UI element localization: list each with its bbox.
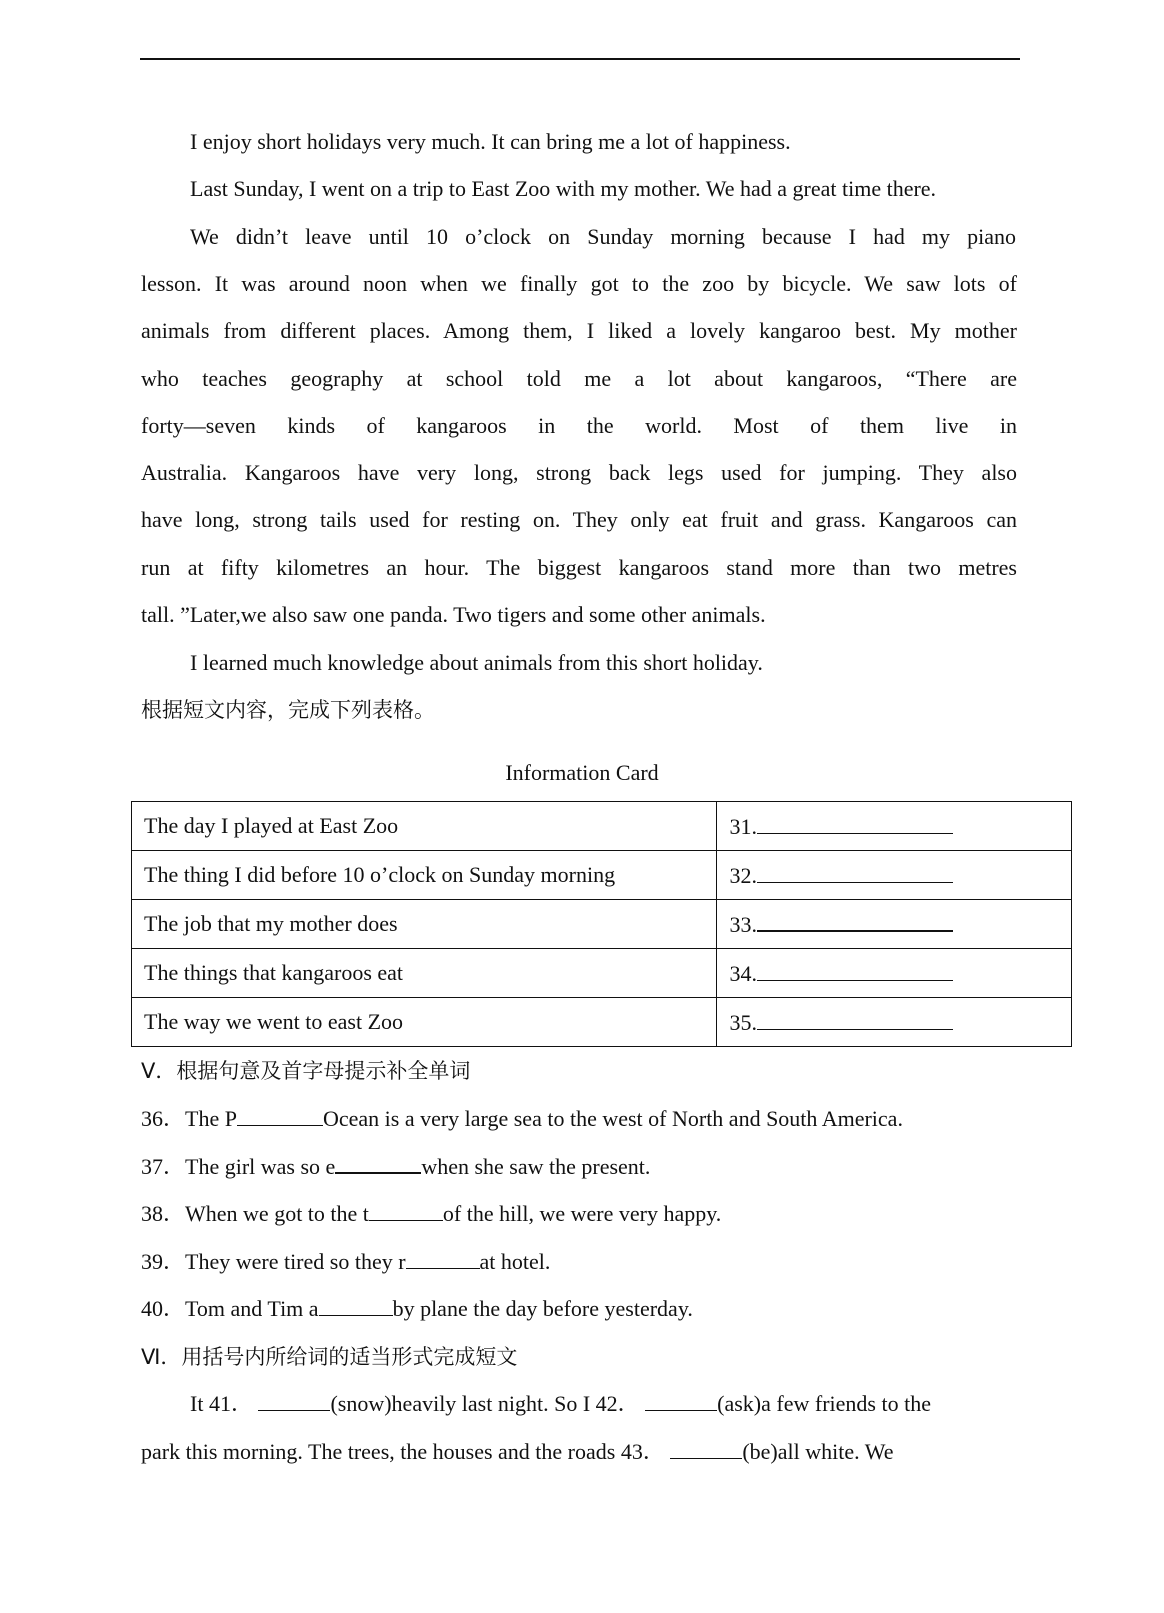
cloze-line-1 [190, 1389, 931, 1419]
passage-paragraph-2: Last Sunday, I went on a trip to East Zoo with my mother. We had a great time there. [190, 176, 937, 201]
question-number: 34. [729, 960, 757, 986]
passage-line: lesson. It was around noon when we finally got to the zoo by bicycle. We saw lots of [141, 271, 1017, 296]
item-text-before: The girl was so e [185, 1154, 336, 1179]
cloze-text: It 41． [190, 1391, 253, 1416]
item-text-after: by plane the day before yesterday. [392, 1296, 693, 1321]
question-number: 35. [729, 1009, 757, 1035]
answer-cell[interactable] [717, 851, 1072, 900]
row-label: The way we went to east Zoo [132, 998, 717, 1047]
item-number: 37． [141, 1154, 186, 1179]
cloze-text: park this morning. The trees, the houses and the roads 43． [141, 1439, 665, 1464]
answer-cell[interactable] [717, 998, 1072, 1047]
fill-in-item-37 [141, 1152, 650, 1182]
item-number: 39． [141, 1249, 186, 1274]
row-label: The thing I did before 10 o’clock on Sunday morning [132, 851, 717, 900]
answer-blank[interactable] [406, 1248, 480, 1269]
passage-line: have long, strong tails used for resting on. They only eat fruit and grass. Kangaroos can [141, 507, 1017, 532]
answer-cell[interactable] [717, 900, 1072, 949]
section-v-heading: V．根据句意及首字母提示补全单词 [141, 1059, 471, 1083]
item-number: 36． [141, 1106, 186, 1131]
information-card-table [131, 801, 1072, 1047]
section-vi-heading: Ⅵ．用括号内所给词的适当形式完成短文 [141, 1345, 518, 1369]
item-text-before: The P [185, 1106, 237, 1131]
answer-blank[interactable] [670, 1438, 742, 1459]
answer-blank[interactable] [757, 910, 953, 932]
passage-line: tall. ”Later,we also saw one panda. Two tigers and some other animals. [141, 602, 766, 627]
passage-line: animals from different places. Among them, I liked a lovely kangaroo best. My mother [141, 318, 1017, 343]
item-text-before: They were tired so they r [185, 1249, 406, 1274]
row-label: The day I played at East Zoo [132, 802, 717, 851]
table-instruction: 根据短文内容，完成下列表格。 [141, 698, 435, 722]
fill-in-item-36 [141, 1104, 903, 1134]
row-label: The job that my mother does [132, 900, 717, 949]
answer-blank[interactable] [237, 1105, 323, 1126]
row-label: The things that kangaroos eat [132, 949, 717, 998]
answer-blank[interactable] [757, 862, 953, 883]
passage-line: who teaches geography at school told me a lot about kangaroos, “There are [141, 366, 1017, 391]
answer-blank[interactable] [319, 1295, 393, 1316]
question-number: 31. [729, 813, 757, 839]
passage-line: We didn’t leave until 10 o’clock on Sunday morning because I had my piano [190, 224, 1016, 249]
fill-in-item-39 [141, 1247, 550, 1277]
item-text-before: Tom and Tim a [185, 1296, 319, 1321]
cloze-text: (be)all white. We [742, 1439, 894, 1464]
answer-blank[interactable] [369, 1200, 443, 1221]
answer-blank[interactable] [757, 960, 953, 981]
fill-in-item-38 [141, 1199, 721, 1229]
answer-cell[interactable] [717, 949, 1072, 998]
passage-line: Australia. Kangaroos have very long, strong back legs used for jumping. They also [141, 460, 1017, 485]
table-row [132, 802, 1072, 851]
answer-blank[interactable] [335, 1152, 421, 1174]
card-title: Information Card [505, 760, 659, 785]
answer-blank[interactable] [645, 1390, 717, 1411]
passage-line: forty—seven kinds of kangaroos in the world. Most of them live in [141, 413, 1017, 438]
passage-line: run at fifty kilometres an hour. The biggest kangaroos stand more than two metres [141, 555, 1017, 580]
fill-in-item-40 [141, 1294, 693, 1324]
item-text-after: Ocean is a very large sea to the west of North and South America. [322, 1106, 903, 1131]
cloze-text: (snow)heavily last night. So I 42． [330, 1391, 640, 1416]
passage-paragraph-1: I enjoy short holidays very much. It can bring me a lot of happiness. [190, 129, 791, 154]
item-number: 38． [141, 1201, 186, 1226]
table-row [132, 949, 1072, 998]
item-text-after: at hotel. [479, 1249, 551, 1274]
header-rule [140, 58, 1020, 60]
question-number: 33. [729, 912, 757, 937]
answer-blank[interactable] [757, 813, 953, 834]
table-row [132, 851, 1072, 900]
answer-blank[interactable] [757, 1009, 953, 1030]
table-row [132, 900, 1072, 949]
item-number: 40． [141, 1296, 186, 1321]
passage-paragraph-4: I learned much knowledge about animals from this short holiday. [190, 650, 763, 675]
question-number: 32. [729, 862, 757, 888]
table-row [132, 998, 1072, 1047]
answer-cell[interactable] [717, 802, 1072, 851]
item-text-after: of the hill, we were very happy. [442, 1201, 722, 1226]
answer-blank[interactable] [258, 1390, 330, 1411]
cloze-text: (ask)a few friends to the [717, 1391, 931, 1416]
cloze-line-2 [141, 1437, 893, 1467]
item-text-before: When we got to the t [185, 1201, 369, 1226]
item-text-after: when she saw the present. [421, 1154, 651, 1179]
